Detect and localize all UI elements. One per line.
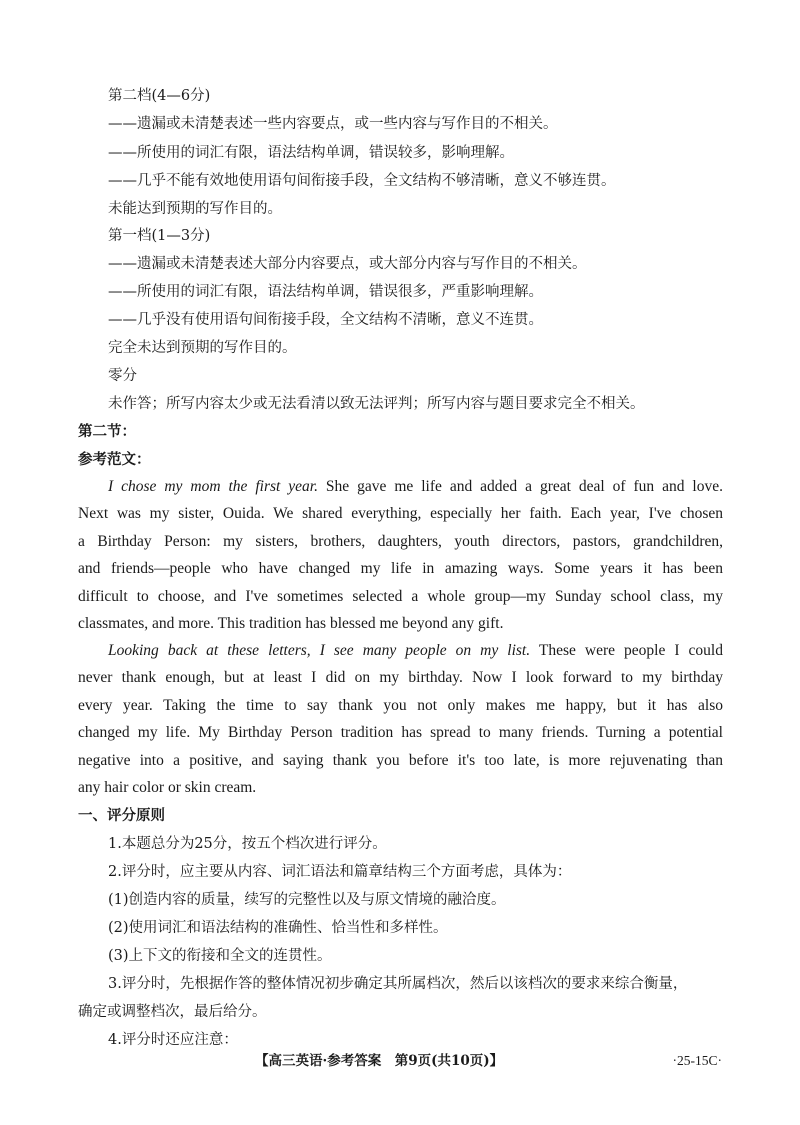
essay-p1-line: a Birthday Person: my sisters, brothers, daughters, youth directors, pastors, grandchildren,	[78, 533, 723, 550]
principle-item: 4.评分时还应注意：	[108, 1032, 238, 1048]
level1-summary: 完全未达到预期的写作目的。	[108, 340, 297, 356]
essay-p1-line: difficult to choose, and I've sometimes selected a whole group—my Sunday school class, my	[78, 588, 723, 605]
essay-p1-rest: She gave me life and added a great deal of fun and love.	[317, 478, 723, 495]
principle-item: 2.评分时，应主要从内容、词汇语法和篇章结构三个方面考虑，具体为：	[108, 864, 572, 880]
level2-item: ——遗漏或未清楚表述一些内容要点，或一些内容与写作目的不相关。	[108, 116, 558, 132]
footer-code: ·25-15C·	[672, 1053, 722, 1068]
essay-p1-line	[108, 477, 723, 497]
essay-p2-line: never thank enough, but at least I did on my birthday. Now I look forward to my birthday	[78, 669, 723, 686]
principle-subitem: (2)使用词汇和语法结构的准确性、恰当性和多样性。	[108, 920, 448, 936]
essay-p2-rest: These were people I could	[530, 642, 723, 659]
essay-p1-line: classmates, and more. This tradition has blessed me beyond any gift.	[78, 615, 504, 632]
essay-p2-line: any hair color or skin cream.	[78, 779, 257, 796]
footer-page-info: 【高三英语·参考答案 第9页(共10页)】	[255, 1053, 504, 1069]
page-footer	[0, 1051, 800, 1071]
level2-item: ——几乎不能有效地使用语句间衔接手段，全文结构不够清晰，意义不够连贯。	[108, 173, 616, 189]
essay-p1-lead: I chose my mom the first year.	[108, 478, 318, 495]
level2-summary: 未能达到预期的写作目的。	[108, 201, 282, 217]
essay-p2-line	[108, 641, 723, 661]
section2-heading: 第二节：	[78, 423, 136, 440]
level1-item: ——所使用的词汇有限，语法结构单调，错误很多，严重影响理解。	[108, 284, 543, 300]
principle-item: 1.本题总分为25分，按五个档次进行评分。	[108, 836, 387, 852]
essay-p1-line: and friends—people who have changed my life in amazing ways. Some years it has been	[78, 560, 723, 577]
level2-item: ——所使用的词汇有限，语法结构单调，错误较多，影响理解。	[108, 145, 514, 161]
principle-item-cont: 确定或调整档次，最后给分。	[78, 1004, 267, 1020]
zero-title: 零分	[108, 368, 137, 384]
level1-title: 第一档(1—3分)	[108, 228, 211, 244]
essay-p2-lead: Looking back at these letters, I see many people on my list.	[108, 642, 531, 659]
level2-title: 第二档(4—6分)	[108, 88, 211, 104]
essay-p2-line: every year. Taking the time to say thank you not only makes me happy, but it has also	[78, 697, 723, 714]
principle-subitem: (3)上下文的衔接和全文的连贯性。	[108, 948, 332, 964]
level1-item: ——几乎没有使用语句间衔接手段，全文结构不清晰，意义不连贯。	[108, 312, 543, 328]
principles-heading: 一、评分原则	[78, 807, 165, 824]
principle-item: 3.评分时，先根据作答的整体情况初步确定其所属档次，然后以该档次的要求来综合衡量，	[108, 976, 688, 992]
sample-heading: 参考范文：	[78, 451, 151, 468]
principle-subitem: (1)创造内容的质量，续写的完整性以及与原文情境的融洽度。	[108, 892, 506, 908]
zero-desc: 未作答；所写内容太少或无法看清以致无法评判；所写内容与题目要求完全不相关。	[108, 396, 645, 412]
essay-p2-line: negative into a positive, and saying thank you before it's too late, is more rejuvenating than	[78, 752, 723, 769]
essay-p1-line: Next was my sister, Ouida. We shared everything, especially her faith. Each year, I've chosen	[78, 505, 723, 522]
level1-item: ——遗漏或未清楚表述大部分内容要点，或大部分内容与写作目的不相关。	[108, 256, 587, 272]
essay-p2-line: changed my life. My Birthday Person tradition has spread to many friends. Turning a potential	[78, 724, 723, 741]
